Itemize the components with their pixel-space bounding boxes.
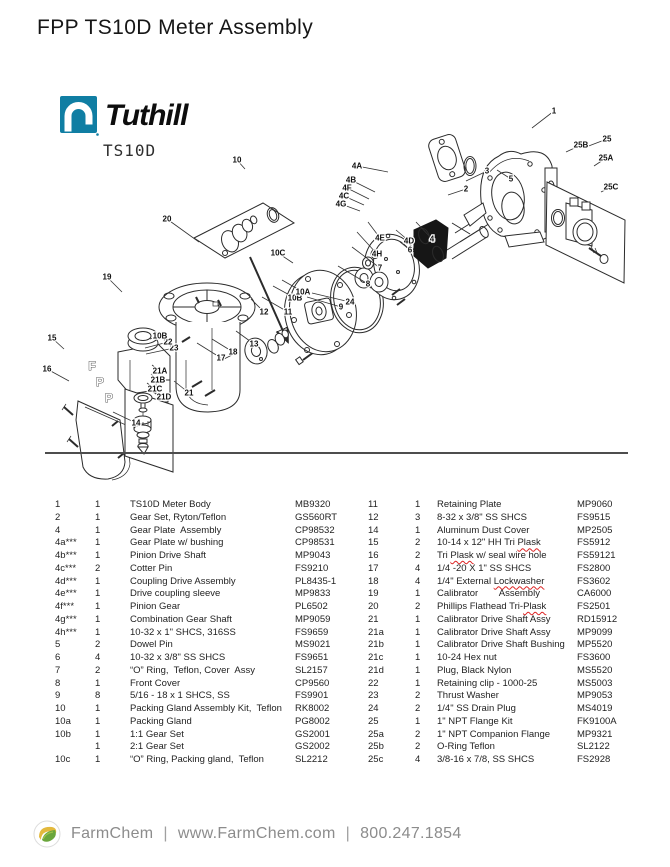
table-row	[55, 525, 360, 538]
callout-label: 4E	[375, 233, 385, 243]
cell-qty: 1	[415, 677, 421, 689]
cell-item: 17	[368, 562, 379, 574]
cell-part-number: MP9043	[295, 550, 331, 561]
cell-description: Drive coupling sleeve	[130, 588, 221, 600]
callout-label: 4F	[342, 183, 352, 193]
callout-label: 4	[429, 234, 435, 244]
table-row	[55, 537, 360, 550]
cell-part-number: MP2505	[577, 524, 613, 536]
cell-part-number: MP9833	[295, 588, 331, 600]
table-row	[55, 614, 360, 627]
callout-label: 2	[463, 184, 469, 194]
table-row	[55, 678, 360, 691]
cell-part-number: FS9515	[577, 511, 611, 523]
cell-item: 5	[55, 639, 61, 651]
cell-part-number: MP9060	[577, 499, 613, 510]
cell-qty: 4	[415, 562, 421, 574]
table-row	[368, 652, 645, 665]
cell-part-number: MS9021	[295, 639, 331, 651]
table-row	[368, 703, 645, 716]
cell-part-number: FS9901	[295, 690, 329, 702]
cell-item: 7	[55, 664, 61, 676]
cell-qty: 1	[95, 741, 101, 753]
callout-label: 4D	[403, 236, 415, 246]
cell-qty: 1	[95, 728, 101, 740]
callout-label: 10	[232, 155, 242, 165]
cell-item: 4f***	[55, 601, 75, 612]
cell-description: Plug, Black Nylon	[437, 664, 512, 676]
cell-qty: 2	[95, 639, 101, 651]
cell-description: Retaining clip - 1000-25	[437, 677, 538, 689]
parts-table-right	[368, 499, 645, 767]
cell-qty: 1	[415, 588, 421, 600]
callout-label: 10A	[295, 287, 311, 297]
cell-description: 1/4" SS Drain Plug	[437, 703, 516, 714]
cell-part-number: MS5520	[577, 664, 613, 676]
table-row	[55, 690, 360, 703]
table-row	[55, 499, 360, 512]
cell-qty: 4	[415, 575, 421, 587]
cell-item: 25a	[368, 728, 384, 740]
cell-qty: 1	[95, 677, 101, 689]
cell-description: 2:1 Gear Set	[130, 741, 184, 753]
callout-leader-line	[532, 111, 554, 128]
cell-qty: 1	[415, 715, 421, 727]
cell-description: 3/8-16 x 7/8, SS SHCS	[437, 754, 535, 765]
cell-item: 21b	[368, 639, 384, 651]
cell-part-number: PL8435-1	[295, 575, 337, 587]
cell-qty: 2	[415, 728, 421, 740]
cell-item: 2	[55, 511, 61, 523]
table-row	[55, 601, 360, 614]
table-row	[368, 754, 645, 767]
cell-part-number: PG8002	[295, 715, 330, 727]
cell-description: Calibrator Assembly	[437, 588, 540, 600]
cell-item: 19	[368, 588, 379, 600]
table-row	[368, 512, 645, 525]
cell-item: 22	[368, 677, 379, 689]
callout-label: 16	[42, 364, 52, 374]
parts-table-left	[55, 499, 360, 767]
cell-part-number: FS2800	[577, 562, 611, 574]
table-row	[368, 716, 645, 729]
cell-item: 25c	[368, 754, 384, 765]
cell-item: 6	[55, 652, 61, 663]
embossed-letter: F	[88, 359, 96, 373]
cell-qty: 1	[95, 499, 101, 510]
cell-qty: 4	[95, 652, 101, 663]
cell-part-number: FS9651	[295, 652, 329, 663]
cell-qty: 1	[95, 550, 101, 561]
callout-label: 8	[365, 279, 371, 289]
callout-label: 21B	[150, 375, 166, 385]
callout-label: 7	[377, 263, 383, 273]
table-row	[368, 627, 645, 640]
cell-part-number: SL2212	[295, 754, 328, 765]
cell-item: 10a	[55, 715, 71, 727]
callout-leader-line	[167, 219, 199, 242]
farmchem-logo-icon	[33, 820, 61, 848]
table-row	[368, 678, 645, 691]
table-row	[55, 627, 360, 640]
cell-description: O-Ring Teflon	[437, 741, 495, 753]
cell-item: 25	[368, 715, 379, 727]
cell-part-number: CP98532	[295, 524, 335, 536]
cell-item: 15	[368, 537, 379, 549]
cell-part-number: GS2001	[295, 728, 330, 740]
cell-part-number: FS2501	[577, 601, 611, 612]
cell-qty: 2	[95, 664, 101, 676]
flange-kit-panel-drawing	[546, 182, 625, 283]
cell-qty: 8	[95, 690, 101, 702]
cell-description: 5/16 - 18 x 1 SHCS, SS	[130, 690, 230, 702]
footer-separator-2: |	[345, 825, 351, 842]
footer-brand: FarmChem	[71, 825, 154, 842]
callout-label: 1	[551, 106, 557, 116]
table-row	[55, 665, 360, 678]
cell-description: Calibrator Drive Shaft Assy	[437, 626, 551, 638]
cell-item: 4d***	[55, 575, 77, 587]
cell-description: Packing Gland Assembly Kit, Teflon	[130, 703, 282, 714]
cell-item: 4e***	[55, 588, 77, 600]
callout-label: 25C	[603, 182, 619, 192]
table-row	[368, 588, 645, 601]
table-row	[55, 729, 360, 742]
cell-part-number: RK8002	[295, 703, 330, 714]
cell-description: Calibrator Drive Shaft Bushing	[437, 639, 565, 651]
cell-item: 1	[55, 499, 61, 510]
table-row	[55, 754, 360, 767]
cell-description: Aluminum Dust Cover	[437, 524, 530, 536]
cell-description: Phillips Flathead Tri-Plask	[437, 601, 547, 612]
cell-item: 4g***	[55, 613, 77, 625]
callout-label: 22	[163, 337, 173, 347]
callout-label: 10C	[270, 248, 286, 258]
table-row	[368, 729, 645, 742]
cell-description: Pinion Drive Shaft	[130, 550, 207, 561]
table-row	[55, 550, 360, 563]
footer-phone: 800.247.1854	[360, 825, 462, 842]
callout-label: 24	[345, 297, 355, 307]
callout-label: 4G	[335, 199, 347, 209]
cell-item: 4c***	[55, 562, 77, 574]
table-row	[368, 741, 645, 754]
cell-description: 10-24 Hex nut	[437, 652, 497, 663]
cell-description: 10-32 x 1" SHCS, 316SS	[130, 626, 236, 638]
cell-description: Calibrator Drive Shaft Assy	[437, 613, 551, 625]
cell-item: 25b	[368, 741, 384, 753]
cell-description: 1/4 -20 X 1" SS SHCS	[437, 562, 532, 574]
cell-description: Combination Gear Shaft	[130, 613, 232, 625]
callout-label: 21D	[156, 392, 172, 402]
cell-description: Retaining Plate	[437, 499, 502, 510]
cell-item: 4a***	[55, 537, 77, 549]
cell-item: 21c	[368, 652, 384, 663]
cell-qty: 2	[415, 703, 421, 714]
table-row	[55, 576, 360, 589]
cell-description: Cotter Pin	[130, 562, 173, 574]
cell-item: 12	[368, 511, 379, 523]
table-row	[55, 512, 360, 525]
cell-part-number: FS3602	[577, 575, 611, 587]
cell-description: Packing Gland	[130, 715, 192, 727]
callout-label: 21A	[152, 366, 168, 376]
callout-label: 9	[338, 302, 344, 312]
callout-label: 4C	[338, 191, 350, 201]
cell-qty: 1	[95, 626, 101, 638]
cell-part-number: MP9099	[577, 626, 613, 638]
cell-item: 24	[368, 703, 379, 714]
cell-qty: 4	[415, 754, 421, 765]
callout-label: 11	[283, 307, 293, 317]
cell-item: 9	[55, 690, 61, 702]
tuthill-model: TS10D	[103, 141, 157, 160]
table-row	[55, 741, 360, 754]
cell-item: 10	[55, 703, 66, 714]
cell-item: 4	[55, 524, 61, 536]
cell-description: 1" NPT Companion Flange	[437, 728, 551, 740]
cell-qty: 2	[415, 537, 421, 549]
cell-description: “O” Ring, Packing gland, Teflon	[130, 754, 264, 765]
table-row	[55, 652, 360, 665]
embossed-letter: P	[95, 375, 105, 389]
cell-description: 8-32 x 3/8" SS SHCS	[437, 511, 527, 523]
cell-qty: 1	[95, 754, 101, 765]
table-row	[368, 614, 645, 627]
cell-item: 21a	[368, 626, 384, 638]
cell-description: Gear Plate Assembly	[130, 524, 222, 536]
cell-description: Gear Set, Ryton/Teflon	[130, 511, 227, 523]
cell-description: Pinion Gear	[130, 601, 181, 612]
cell-description: “O” Ring, Teflon, Cover Assy	[130, 664, 255, 676]
cell-item: 10c	[55, 754, 71, 765]
callout-label: 19	[102, 272, 112, 282]
callout-label: 6	[407, 245, 413, 255]
table-row	[368, 537, 645, 550]
cell-item: 20	[368, 601, 379, 612]
cell-qty: 2	[415, 741, 421, 753]
cell-part-number: FS9210	[295, 562, 329, 574]
cell-description: Thrust Washer	[437, 690, 499, 702]
cell-qty: 1	[95, 575, 101, 587]
cell-part-number: MP9053	[577, 690, 613, 702]
callout-label: 18	[228, 347, 238, 357]
cell-part-number: FS59121	[577, 550, 616, 561]
callout-label: 21C	[147, 384, 163, 394]
cell-qty: 1	[95, 715, 101, 727]
cell-item: 8	[55, 677, 61, 689]
table-row	[55, 588, 360, 601]
table-row	[55, 639, 360, 652]
cell-part-number: SL2157	[295, 664, 328, 676]
cell-qty: 2	[415, 601, 421, 612]
cell-qty: 1	[95, 601, 101, 612]
callout-label: 4A	[351, 161, 363, 171]
table-row	[55, 563, 360, 576]
table-row	[368, 525, 645, 538]
cell-part-number: MB9320	[295, 499, 331, 510]
table-row	[368, 499, 645, 512]
cell-qty: 1	[415, 652, 421, 663]
cell-part-number: CP9560	[295, 677, 330, 689]
cell-item: 18	[368, 575, 379, 587]
cell-qty: 1	[415, 499, 421, 510]
callout-label: 3	[484, 166, 490, 176]
table-row	[368, 550, 645, 563]
callout-label: 23	[169, 343, 179, 353]
callout-label: 21	[184, 388, 194, 398]
cell-part-number: FS5912	[577, 537, 611, 549]
callout-label: 17	[216, 353, 226, 363]
callout-label: 25A	[598, 153, 614, 163]
cell-qty: 1	[95, 613, 101, 625]
cell-description: Coupling Drive Assembly	[130, 575, 236, 587]
cell-part-number: MP9059	[295, 613, 331, 625]
table-row	[368, 563, 645, 576]
cell-part-number: MS5003	[577, 677, 613, 689]
callout-label: 25B	[573, 140, 589, 150]
cell-part-number: MP9321	[577, 728, 613, 740]
table-row	[368, 639, 645, 652]
tuthill-wordmark: Tuthill	[105, 99, 188, 132]
cell-qty: 1	[95, 703, 101, 714]
footer-separator-1: |	[163, 825, 168, 842]
cell-qty: 1	[95, 588, 101, 600]
cell-part-number: MS4019	[577, 703, 613, 714]
cell-description: 1/4" External Lockwasher	[437, 575, 545, 587]
cell-part-number: GS2002	[295, 741, 330, 753]
cell-part-number: FK9100A	[577, 715, 617, 727]
callout-label: 12	[259, 307, 269, 317]
cell-part-number: GS560RT	[295, 511, 338, 523]
callout-label: 10B	[287, 293, 303, 303]
cell-description: Front Cover	[130, 677, 181, 689]
cell-description: Tri Plask w/ seal wire hole	[437, 550, 547, 561]
callout-label: 20	[162, 214, 172, 224]
callout-label: 25	[602, 134, 612, 144]
callout-label: 4B	[345, 175, 357, 185]
page-title: FPP TS10D Meter Assembly	[37, 16, 314, 39]
cell-description: 1" NPT Flange Kit	[437, 715, 513, 727]
cell-item: 10b	[55, 728, 71, 740]
dust-cover-drawing	[62, 401, 130, 480]
cell-qty: 1	[95, 511, 101, 523]
cell-part-number: RD15912	[577, 613, 618, 625]
cell-part-number: CA6000	[577, 588, 612, 600]
callout-label: 14	[131, 418, 141, 428]
cell-item: 21d	[368, 664, 384, 676]
callout-label: 4H	[371, 249, 383, 259]
cell-qty: 1	[95, 524, 101, 536]
cell-part-number: CP98531	[295, 537, 335, 549]
cell-part-number: PL6502	[295, 601, 328, 612]
cell-qty: 2	[95, 562, 101, 574]
companion-flange-top-drawing	[427, 133, 467, 183]
cell-qty: 2	[415, 690, 421, 702]
cell-description: TS10D Meter Body	[130, 499, 211, 510]
table-row	[55, 703, 360, 716]
callout-label: 15	[47, 333, 57, 343]
cell-qty: 1	[415, 664, 421, 676]
cell-item: 16	[368, 550, 379, 561]
cell-description: 1:1 Gear Set	[130, 728, 184, 740]
callout-label: 13	[249, 339, 259, 349]
table-row	[368, 665, 645, 678]
cell-description: 10-32 x 3/8" SS SHCS	[130, 652, 226, 663]
divider-line	[45, 452, 628, 454]
cell-qty: 1	[415, 524, 421, 536]
cell-item: 11	[368, 499, 378, 510]
cell-description: 10-14 x 12" HH Tri Plask	[437, 537, 541, 549]
cell-description: Gear Plate w/ bushing	[130, 537, 224, 549]
cell-item: 14	[368, 524, 379, 536]
cell-description: Dowel Pin	[130, 639, 173, 651]
callout-label: 10B	[152, 331, 168, 341]
cell-part-number: FS9659	[295, 626, 329, 638]
callout-label: 5	[508, 174, 514, 184]
cell-part-number: FS2928	[577, 754, 611, 765]
footer-website: www.FarmChem.com	[177, 825, 336, 842]
cell-qty: 3	[415, 511, 421, 523]
cell-item: 4h***	[55, 626, 77, 638]
cell-part-number: MP5520	[577, 639, 613, 651]
cell-item: 23	[368, 690, 379, 702]
cell-item: 21	[368, 613, 379, 625]
table-row	[55, 716, 360, 729]
cell-part-number: FS3600	[577, 652, 611, 663]
embossed-letter: P	[104, 391, 114, 405]
cell-qty: 1	[415, 639, 421, 651]
footer	[33, 820, 462, 848]
cell-qty: 2	[415, 550, 421, 561]
cell-qty: 1	[95, 537, 101, 549]
table-row	[368, 576, 645, 589]
table-row	[368, 690, 645, 703]
rear-casting-drawing	[452, 151, 557, 247]
diagram-svg	[0, 60, 670, 540]
table-row	[368, 601, 645, 614]
cell-item: 4b***	[55, 550, 77, 561]
cell-qty: 1	[415, 613, 421, 625]
cell-part-number: SL2122	[577, 741, 610, 753]
cell-qty: 1	[415, 626, 421, 638]
